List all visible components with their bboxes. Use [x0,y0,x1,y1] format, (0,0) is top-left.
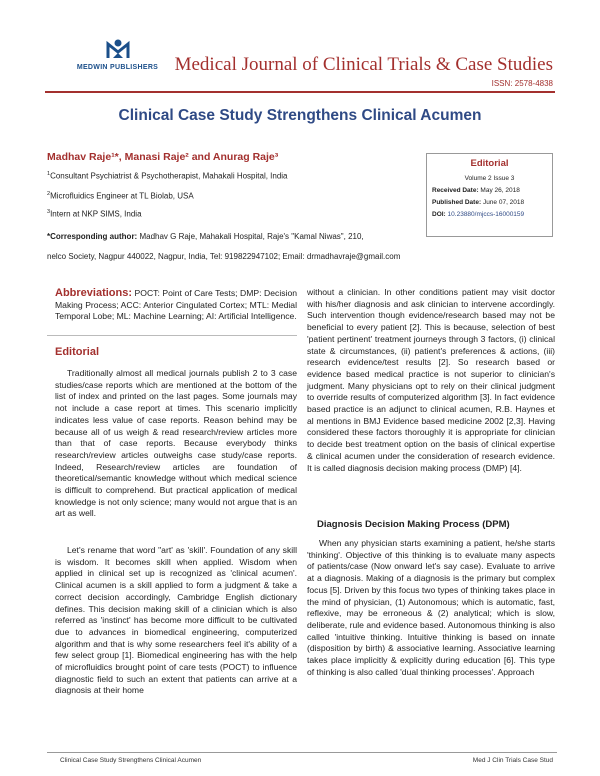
received-date: Received Date: May 26, 2018 [432,187,520,194]
editorial-heading: Editorial [55,346,100,358]
affiliation-1: $^1$Consultant Psychiatrist & Psychotherapist, Mahakali Hospital, India [47,171,288,181]
page-header [0,0,600,88]
footer-running-title: Clinical Case Study Strengthens Clinical Acumen [60,757,202,764]
affiliation-3: $^3$Intern at NKP SIMS, India [47,209,142,219]
medwin-logo-icon [104,38,132,60]
footer-divider [47,752,557,753]
paragraph-3: without a clinician. In other conditions patient may visit doctor with his/her diagnosis and ask clinician to intervene accordingly. Such intervention though evidence/research based may not be beneficial to every patient [2]. This is because, selection of best 'patient pertinent' treatment journeys through 3 factors, (i) clinical state & circumstances, (ii) patient's preferences & actions, (iii) research evidence/test results [2]. So research based or evidence based medical practice is not superior to clinician's judgment. Many physicians opt to rely on their clinical judgment to override results of computerized algorithm [3]. In fact evidence based practice is an adjunct to clinical acumen, R.B. Haynes et al mentions in BMJ Evidence based medicine 2002 [2,3]. Having considered these factors thoroughly it is appropriate for clinician to decide best treatment option on the basis of clinical expertise & clinical acumen under the consideration of research evidence. It is called diagnosis decision making process (DMP) [4]. [307,287,555,473]
doi: DOI: 10.23880/mjccs-16000159 [432,211,525,218]
abbreviations-label: Abbreviations: [55,287,133,299]
paragraph-2: Let's rename that word "art' as 'skill'. Foundation of any skill is wisdom. It becomes skill when applied. Wisdom when applied in clinical set up is recognized as 'clinical acumen'. Clinical acumen is a skill applied to form a judgment & take a correct decision accordingly, Cambridge English dictionary defines. This decision making skill of a clinician which is also referred as 'instinct' has become more difficult to be cultivated due to advances in biomedical engineering, computerized algorithm and that is why some researchers feel it's ability of a few select group [1]. Biomedical engineering has with the help of microfluidics brought point of care tests (POCT) to influence diagnostic field to such an extent that patients can arrive at a diagnosis at their home [55,545,297,696]
doi-link[interactable]: 10.23880/mjccs-16000159 [447,211,525,218]
abbreviations-divider [47,335,297,336]
paragraph-1: Traditionally almost all medical journals publish 2 to 3 case studies/case reports which are mentioned at the bottom of the list of index and printed on the last pages. Some journals may not include a case report at times. This scenario implicitly indicates less value of case reports. Reason behind may be because all of us weigh & read research/review articles more than that of case reports. Because everybody thinks research/review articles outweighs case study/case reports. Indeed, Research/review articles are foundation of theoretical/semantic knowledge without which medical science is difficult to comprehend. But practical application of medical knowledge is not only science; many would not argue that is an art as well. [55,368,297,519]
header-divider [45,91,555,93]
publisher-logo [70,38,165,71]
corresponding-author: *Corresponding author: Madhav G Raje, Mahakali Hospital, Raje's "Kamal Niwas", 210, [47,232,364,241]
published-date: Published Date: June 07, 2018 [432,199,525,206]
authors: Madhav Raje¹*, Manasi Raje² and Anurag Raje³ [47,151,279,163]
dmp-heading: Diagnosis Decision Making Process (DPM) [317,519,510,530]
article-type: Editorial [470,158,509,169]
abbreviations-text: POCT: Point of Care Tests; DMP: Decision Making Process; ACC: Anterior Cingulated Cortex; MTL: Medial Temporal Lobe; ML: Machine Learning; AI: Artificial Intelligence. [55,288,297,322]
corresponding-address: nelco Society, Nagpur 440022, Nagpur, India, Tel: 919822947102; Email: drmadhavraje@gmail.com [47,252,401,261]
affiliation-2: $^2$Microfluidics Engineer at TL Biolab, USA [47,191,194,201]
issn: ISSN: 2578-4838 [491,79,553,88]
volume-issue: Volume 2 Issue 3 [464,175,515,182]
article-title: Clinical Case Study Strengthens Clinical Acumen [118,107,482,124]
journal-title: Medical Journal of Clinical Trials & Case Studies [174,54,553,75]
abbreviations [55,288,297,323]
publisher-name: MEDWIN PUBLISHERS [76,64,159,71]
article-info-box [426,153,553,237]
footer-journal-abbrev: Med J Clin Trials Case Stud [472,757,553,764]
paragraph-4: When any physician starts examining a patient, he/she starts 'thinking'. Objective of this thinking is to evaluate many aspects of patients/case (Now onward let's say case). Evaluate to arrive at a diagnosis. Making of a diagnosis is the primary but complex focus [5]. Driven by this focus two types of thinking takes place in the mind of physician, (1) Autonomous; which is automatic, fast, reflexive, may be erroneous & (2) analytical; which is slow, deliberate, rule and evidence based. Autonomous thinking is also called 'intuitive thinking. Intuitive thinking is based on innate (disposition by birth) & associative learning. Associative learning takes place implicitly & explicitly during education [6]. This type of thinking is also called 'dual thinking processes'. Approach [307,538,555,677]
